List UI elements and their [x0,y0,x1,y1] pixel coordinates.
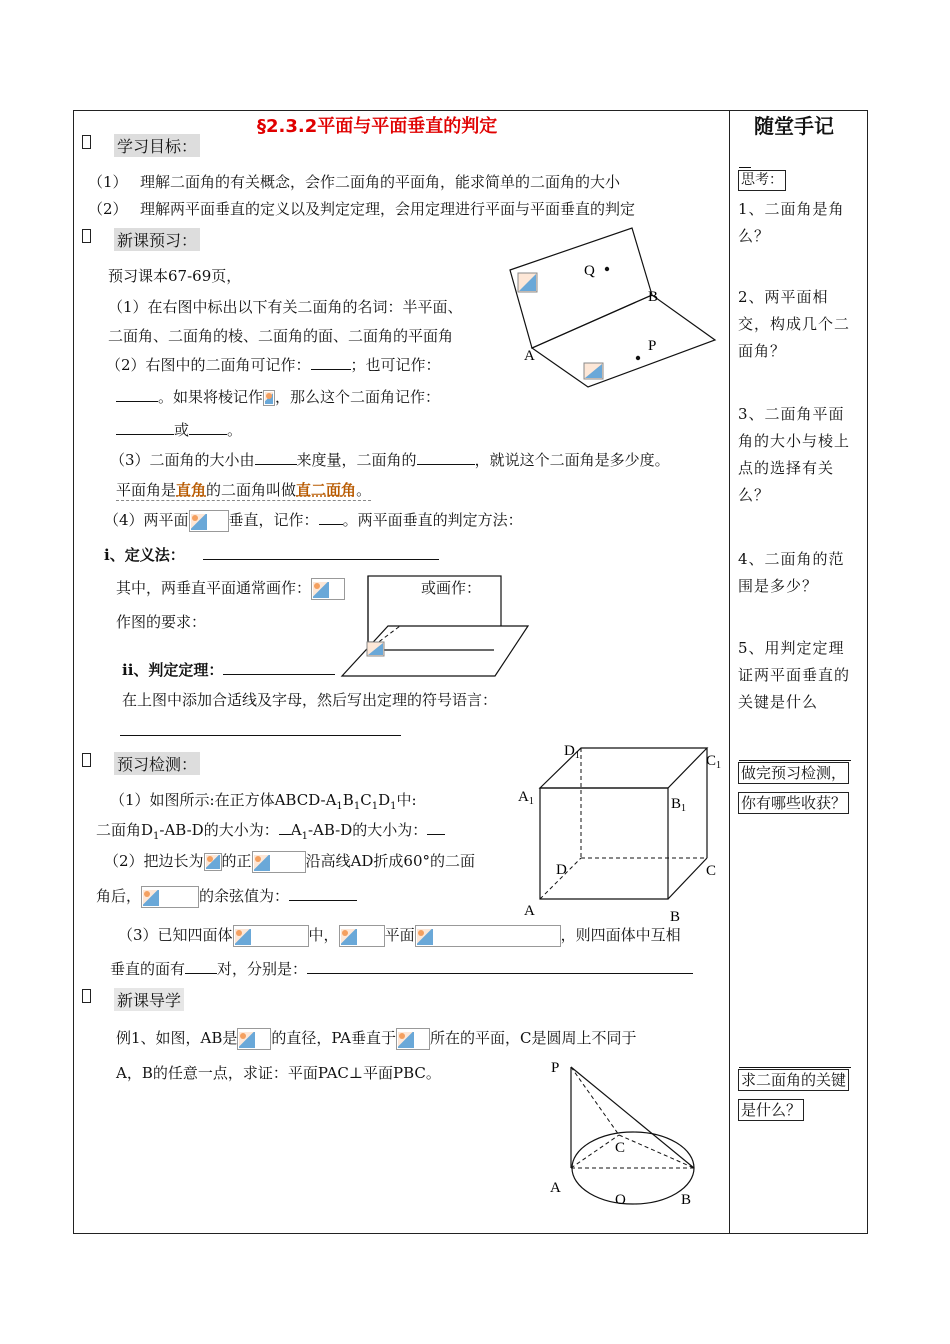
section-bullet-icon [82,135,91,149]
q1e-text: A [290,821,302,839]
q4a-text: （4）两平面 [104,511,189,529]
side-note-5: 5、用判定定理证两平面垂直的关键是什么 [738,639,851,711]
q2a-text: （2）把边长为 [104,852,204,870]
blank[interactable] [311,355,351,370]
right-angle-term: 直角 [176,481,207,499]
add-lines-instruction: 在上图中添加合适线及字母，然后写出定理的符号语言： [122,691,498,709]
section-bullet-icon [82,229,91,243]
q1b-text: 中: [396,791,417,809]
q1d-text: -AB-D的大小为： [159,821,279,839]
note-mark [739,760,851,761]
check-q1-line1: （1）如图所示:在正方体ABCD-$A_1B_1C_1D_1$中: [110,791,417,812]
blank[interactable] [185,959,217,974]
q4c-text: 。两平面垂直的判定方法： [342,511,523,529]
side-gain-2: 你有哪些收获？ [738,792,849,814]
label-d: D [556,862,567,878]
formula-box [396,1028,430,1050]
q1c-text: 二面角D [96,821,154,839]
point-q [605,267,609,271]
base-circle [572,1132,694,1204]
draw-as-1 [116,578,345,600]
blank[interactable] [289,886,357,901]
side-note-3: 3、二面角平面角的大小与棱上点的选择有关么？ [738,405,851,504]
formula-box [339,925,385,947]
perpendicular-planes-figure [340,574,530,684]
side-gain-1: 做完预习检测， [738,762,849,784]
draw-requirements: 作图的要求： [116,613,207,631]
criterion-theorem [122,660,335,680]
q2d-text: 角后， [96,887,142,905]
q2b-text: ；也可记作： [350,356,441,374]
check-q2-line1 [104,851,475,873]
side-key-2: 是什么？ [738,1099,804,1121]
answer-line[interactable] [120,735,401,736]
q3d-text: ，则四面体中互相 [560,926,681,944]
note-mark [739,1067,851,1068]
ex1a-text: 例1、如图，AB是 [116,1029,238,1047]
side-title: 随堂手记 [754,114,834,138]
example1-line2: A，B的任意一点，求证：平面PAC⊥平面PBC。 [116,1064,441,1082]
draw1-text: 其中，两垂直平面通常画作： [116,579,312,597]
right-dihedral-term: 直二面角 [296,481,357,499]
q2a-text: （2）右图中的二面角可记作： [106,356,311,374]
q2c-text: 沿高线AD折成60°的二面 [305,852,476,870]
side-note-1: 1、二面角是角么？ [738,200,845,245]
goal-2-num: （2） [88,200,128,218]
blank[interactable] [203,545,439,560]
dihedral-figure [505,225,720,390]
image-placeholder-icon [190,513,208,531]
blank[interactable] [279,820,291,835]
half-plane-lower [532,295,715,387]
side-note-2: 2、两平面相交，构成几个二面角？ [738,288,851,360]
draw-as-2: 或画作： [421,579,482,597]
q2e-text: 的余弦值为： [199,887,290,905]
q3b-text: 来度量，二面角的 [296,451,417,469]
blank[interactable] [223,660,335,675]
label-a: A [524,903,535,919]
preview-q2-line1 [106,355,441,375]
q2b-text: 的正 [221,852,252,870]
section-guide: 新课导学 [114,988,184,1011]
blank[interactable] [307,959,693,974]
image-placeholder-icon [253,854,271,872]
q3f-text: 的二面角叫做 [206,481,297,499]
blank[interactable] [319,510,343,525]
cube-front-face [540,788,668,899]
segment-bc [619,1135,694,1168]
section-goals: 学习目标： [114,134,200,157]
example1-line1 [116,1028,636,1050]
preview-q4 [104,510,523,532]
formula-box [415,925,561,947]
preview-q3-line2 [116,480,371,501]
note-mark [739,167,751,168]
image-placeholder-icon [340,928,358,946]
blank[interactable] [427,820,445,835]
q3a-text: （3）已知四面体 [118,926,233,944]
image-placeholder-icon [142,889,160,907]
section-bullet-icon [82,753,91,767]
cube-figure [515,740,725,925]
label-a1: $A_1$ [518,789,534,807]
preview-q2-line3 [116,420,242,440]
label-a: A [524,348,535,364]
check-q3-line1 [118,925,681,947]
q3d-text: 平面角是 [116,481,177,499]
cube-edge [668,858,707,899]
def-label: i、定义法： [104,546,185,564]
column-divider [729,110,730,1234]
label-q: Q [584,263,595,279]
label-c1: $C_1$ [706,753,722,771]
image-placeholder-icon [312,581,330,599]
preview-q2-line2 [116,387,440,407]
blank[interactable] [255,450,297,465]
preview-q1a: （1）在右图中标出以下有关二面角的名词：半平面、 [108,298,463,316]
side-think: 思考： [738,170,786,191]
q3b-text: 中， [308,926,339,944]
image-placeholder-icon [416,928,434,946]
point-p [636,356,640,360]
check-q3-line2 [110,959,693,979]
section-preview: 新课预习： [114,228,200,251]
blank[interactable] [116,387,158,402]
section-bullet-icon [82,989,91,1003]
preview-q1b: 二面角、二面角的棱、二面角的面、二面角的平面角 [108,327,454,345]
q4b-text: 垂直，记作： [228,511,319,529]
label-c: C [615,1140,626,1156]
blank[interactable] [116,420,174,435]
goal-1-text: 理解二面角的有关概念，会作二面角的平面角，能求简单的二面角的大小 [140,173,621,191]
segment-pb [571,1067,694,1168]
q2e-text: 或 [174,421,190,439]
q1f-text: -AB-D的大小为： [307,821,428,839]
formula-box [233,925,309,947]
q3c-text: 平面 [384,926,415,944]
label-o: O [615,1192,626,1208]
formula-box [141,886,199,908]
thm-label: ii、判定定理： [122,661,224,679]
image-placeholder-icon [397,1031,415,1049]
q2d-text: ，那么这个二面角记作： [275,388,441,406]
label-c: C [706,863,717,879]
image-placeholder-icon [234,928,252,946]
q3f-text: 对，分别是： [217,960,308,978]
side-note-4: 4、二面角的范围是多少？ [738,550,845,595]
q3h-text: 。 [356,481,372,499]
blank[interactable] [189,420,227,435]
section-check: 预习检测： [114,752,200,775]
goal-2-text: 理解两平面垂直的定义以及判定定理，会用定理进行平面与平面垂直的判定 [140,200,636,218]
goal-1-num: （1） [88,173,128,191]
label-a: A [550,1180,561,1196]
label-b: B [648,289,659,305]
check-q2-line2 [96,886,357,908]
blank[interactable] [417,450,475,465]
ex1b-text: 的直径，PA垂直于 [271,1029,396,1047]
q1a-text: （1）如图所示:在正方体ABCD-A [110,791,337,809]
preview-intro: 预习课本67-69页， [108,267,242,285]
label-p: P [551,1060,560,1076]
label-p: P [648,338,657,354]
label-b: B [681,1192,692,1208]
preview-q3-line1 [110,450,670,470]
label-d1: $D_1$ [564,743,580,761]
formula-box [252,851,306,873]
page-title: §2.3.2平面与平面垂直的判定 [257,116,498,137]
image-placeholder-icon [238,1031,256,1049]
q3c-text: ，就说这个二面角是多少度。 [474,451,670,469]
q3e-text: 垂直的面有 [110,960,186,978]
side-key-1: 求二面角的关键 [738,1069,849,1091]
label-b1: $B_1$ [671,796,687,814]
cone-figure [545,1055,705,1215]
q3a-text: （3）二面角的大小由 [110,451,255,469]
q2c-text: 。如果将棱记作 [158,388,264,406]
formula-box [189,510,229,532]
definition-method [104,545,439,565]
ex1c-text: 所在的平面，C是圆周上不同于 [429,1029,637,1047]
check-q1-line2: 二面角$D_1-AB-D$的大小为： $A_1-AB-D$的大小为： [96,820,445,847]
image-placeholder-icon [263,390,275,406]
image-placeholder-icon [204,853,222,871]
label-b: B [670,909,681,925]
q2f-text: 。 [227,421,243,439]
formula-box [237,1028,271,1050]
